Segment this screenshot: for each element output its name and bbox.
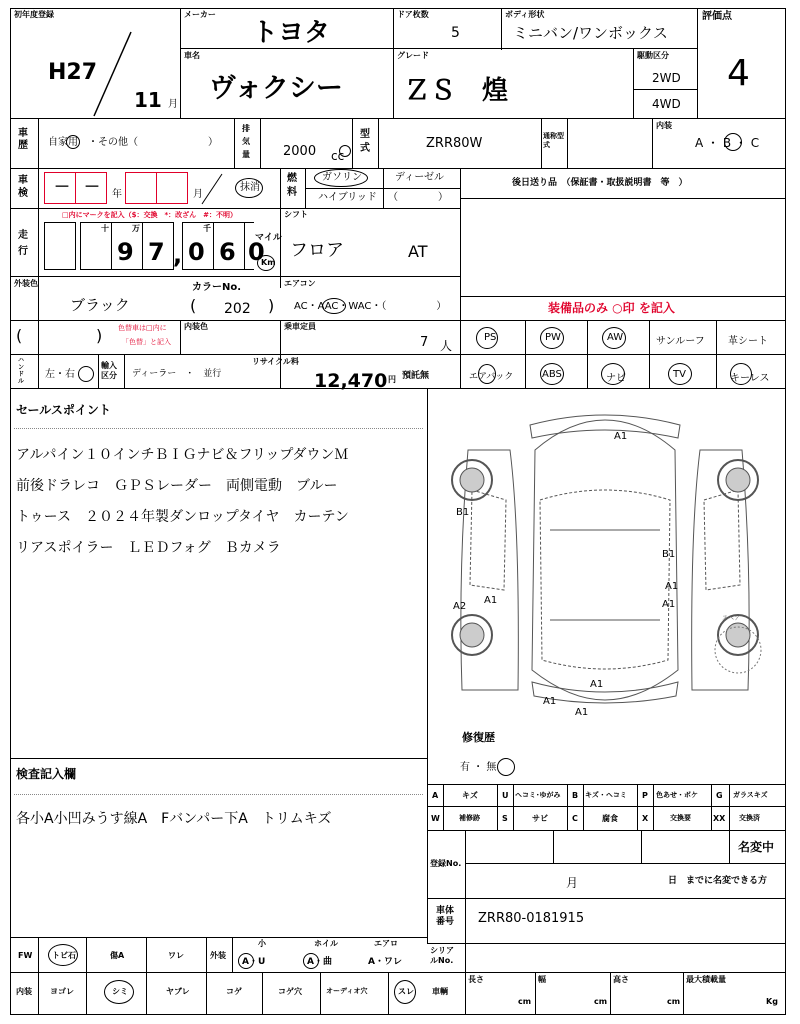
- legend-desc: ヘコミ･ゆがみ: [515, 791, 561, 799]
- divider: [513, 784, 514, 830]
- inspection-notes-text: 各小A小凹みうす線A Fバンパー下A トリムキズ: [16, 811, 332, 827]
- equip-navi: ナビ: [606, 373, 626, 384]
- doors-value: 5: [451, 25, 460, 41]
- legend-desc: 交換済: [739, 814, 760, 822]
- name-change-status: 名変中: [738, 840, 775, 854]
- legend-desc: 腐食: [602, 814, 618, 823]
- displacement-value: 2000: [283, 144, 317, 159]
- divider: [38, 118, 39, 388]
- history-label: 車歴: [18, 128, 28, 151]
- divider: [465, 863, 786, 864]
- height-label: 高さ: [613, 975, 629, 984]
- divider: [393, 8, 394, 118]
- int-item: コゲ: [226, 987, 242, 996]
- damage-mark: B1: [456, 507, 470, 518]
- divider: [388, 972, 389, 1015]
- recolor-close: ): [96, 326, 103, 345]
- inspection-expiry-label: 車検: [18, 175, 28, 199]
- inspect-month-box-1: [125, 172, 157, 204]
- mileage-note: □内にマークを記入（$：交換 *：改ざん #：不明）: [62, 211, 238, 219]
- body-type-label: ボディ形状: [505, 10, 545, 19]
- inspect-month-box-2: [156, 172, 188, 204]
- divider: [180, 48, 697, 49]
- spare-tire-icon: [712, 624, 764, 676]
- repair-value: 有 ・ 無: [460, 762, 497, 773]
- mileage-digit-value-5: 0: [248, 238, 265, 266]
- ac-circle: [322, 298, 346, 314]
- damage-mark: A1: [575, 707, 589, 718]
- divider: [567, 784, 568, 830]
- recolor-note-2: 「色替」と記入: [122, 338, 171, 346]
- equip-abs: ABS: [542, 369, 562, 380]
- legend-desc: サビ: [532, 814, 548, 823]
- int-item: シミ: [112, 987, 128, 996]
- divider: [497, 784, 498, 830]
- import-value: ディーラー ・ 並行: [132, 369, 222, 379]
- sales-point-line-1: アルパイン１０インチＢＩＧナビ＆フリップダウンＭ: [16, 447, 349, 463]
- ext-wheel-opts: A・曲: [307, 957, 332, 967]
- divider: [633, 89, 697, 90]
- repair-label: 修復歴: [462, 731, 495, 744]
- first-reg-era: H27: [48, 60, 98, 85]
- body-type-value: ミニバン/ワンボックス: [513, 24, 668, 42]
- legend-code: A: [432, 791, 439, 800]
- divider: [610, 972, 611, 1015]
- capacity-unit: 人: [440, 339, 453, 353]
- divider: [383, 168, 384, 208]
- handle-circle: [78, 366, 94, 382]
- color-no-close: ): [268, 296, 275, 315]
- recycle-unit: 円: [388, 375, 396, 384]
- divider: [653, 784, 654, 830]
- int-item: コゲ穴: [278, 987, 302, 996]
- drive-2wd: 2WD: [652, 71, 681, 85]
- shift-label: シフト: [284, 210, 308, 219]
- equip-sunroof: サンルーフ: [656, 336, 705, 347]
- ext-wheel-label: ホイル: [314, 939, 338, 948]
- damage-mark: A1: [614, 431, 628, 442]
- divider: [378, 118, 379, 168]
- inspect-year-dash-2: －: [84, 177, 101, 196]
- legend-code: S: [502, 814, 508, 823]
- first-reg-month: 11: [134, 88, 162, 112]
- color-no-label: カラーNo.: [192, 282, 242, 293]
- legend-desc: 交換要: [670, 814, 691, 822]
- capacity-value: 7: [420, 335, 429, 350]
- import-label: 輸入区分: [101, 361, 117, 380]
- shift-value: フロア: [290, 240, 344, 261]
- divider: [86, 937, 87, 1015]
- equip-leather: 革シート: [728, 336, 768, 347]
- divider: [683, 972, 684, 1015]
- maker-value: トヨタ: [252, 18, 331, 48]
- fw-item: トビ石: [52, 951, 76, 960]
- length-label: 長さ: [468, 975, 484, 984]
- maker-label: メーカー: [184, 10, 216, 19]
- ext-color-value: ブラック: [70, 296, 130, 314]
- expired-circle: [235, 178, 263, 198]
- damage-mark: A1: [665, 581, 679, 592]
- equip-navi-circle: [601, 363, 625, 385]
- divider: [553, 830, 554, 863]
- ac-label: エアコン: [284, 279, 316, 288]
- recycle-fee: 12,470: [314, 370, 388, 392]
- fuel-gasoline-circle: [314, 169, 368, 187]
- doors-label: ドア枚数: [397, 10, 429, 19]
- legend-desc: ガラスキズ: [733, 791, 768, 799]
- divider: [525, 320, 526, 388]
- divider: [10, 354, 786, 355]
- damage-mark: A1: [484, 595, 498, 606]
- divider: [260, 118, 261, 168]
- dims-label: 車輌: [432, 987, 448, 996]
- first-reg-slash: [86, 30, 136, 120]
- fw-label: FW: [18, 951, 33, 960]
- divider: [206, 937, 207, 972]
- mileage-unit-ten: 十: [101, 224, 109, 233]
- equip-aw-circle: [602, 327, 626, 349]
- divider: [98, 354, 99, 388]
- width-unit: cm: [594, 997, 608, 1006]
- divider: [501, 8, 502, 50]
- inspect-year-unit: 年: [112, 189, 122, 200]
- sales-point-line-3: トゥース ２０２４年製ダンロップタイヤ カーテン: [16, 509, 349, 525]
- divider: [10, 388, 786, 389]
- ext-wheel-circle: [303, 953, 319, 969]
- sales-point-line-4: リアスポイラー ＬＥＤフォグ Ｂカメラ: [16, 540, 281, 556]
- legend-code: U: [502, 791, 509, 800]
- fw-chip-circle: [48, 944, 78, 966]
- mileage-mark-box: [44, 222, 76, 270]
- ac-options: AC・AAC・WAC・（ ）: [294, 301, 447, 312]
- equip-ps: PS: [484, 332, 497, 343]
- legend-code: W: [431, 814, 440, 823]
- divider: [38, 937, 39, 1015]
- divider: [10, 937, 427, 938]
- damage-mark: A1: [662, 599, 676, 610]
- mileage-digit-value-3: 0: [188, 238, 205, 266]
- ext-small-label: 小: [258, 939, 266, 948]
- divider: [10, 276, 460, 277]
- fuel-hybrid: ハイブリッド: [318, 192, 377, 203]
- mileage-digit-value-1: 9: [117, 238, 134, 266]
- legend-code: G: [716, 791, 723, 800]
- divider: [10, 758, 427, 759]
- length-unit: cm: [518, 997, 532, 1006]
- divider: [427, 784, 786, 785]
- equip-keyless-circle: [730, 363, 752, 385]
- fw-item: 傷A: [110, 951, 125, 960]
- equip-airbag: エアバック: [469, 372, 514, 382]
- recycle-label: リサイクル料: [252, 357, 299, 366]
- divider: [460, 168, 461, 388]
- inspect-slash: [196, 172, 226, 206]
- width-label: 幅: [538, 975, 546, 984]
- divider: [460, 296, 786, 297]
- divider: [443, 784, 444, 830]
- divider: [729, 830, 730, 863]
- fw-item: ワレ: [168, 951, 184, 960]
- vin-label: 車体番号: [436, 906, 455, 927]
- color-no-open: (: [190, 296, 197, 315]
- sales-point-line-2: 前後ドラレコ ＧＰＳレーダー 両側電動 ブルー: [16, 478, 338, 494]
- legend-code: C: [572, 814, 578, 823]
- fuel-label: 燃料: [287, 173, 297, 198]
- drive-label: 駆動区分: [637, 51, 669, 60]
- ext-small-circle: [238, 953, 254, 969]
- transmission-value: AT: [408, 242, 428, 261]
- int-scuff-circle: [394, 980, 416, 1004]
- divider: [649, 320, 650, 388]
- color-no-value: 202: [224, 301, 251, 317]
- equip-pw-circle: [540, 327, 564, 349]
- divider: [280, 168, 281, 288]
- divider: [234, 118, 235, 168]
- load-unit: Kg: [766, 997, 778, 1006]
- equip-note: 装備品のみ ○印 を記入: [548, 301, 675, 315]
- cc-circle: [339, 145, 351, 157]
- legend-desc: キズ・ヘコミ: [585, 791, 627, 799]
- legend-desc: 補修跡: [459, 814, 480, 822]
- interior-label: 内装: [656, 121, 672, 130]
- model-label: 型式: [360, 129, 370, 154]
- capacity-label: 乗車定員: [284, 322, 316, 331]
- divider: [697, 8, 698, 118]
- divider: [146, 937, 147, 1015]
- mileage-km: Km: [261, 258, 276, 267]
- int-item: ヨゴレ: [50, 987, 74, 996]
- grade-label: グレード: [397, 51, 429, 60]
- km-circle: [257, 255, 275, 271]
- first-reg-label: 初年度登録: [14, 10, 54, 19]
- registration-label: 登録No.: [430, 859, 462, 868]
- divider: [460, 198, 786, 199]
- inspect-year-dash-1: －: [54, 177, 71, 196]
- divider: [427, 806, 786, 807]
- damage-mark: A1: [543, 696, 557, 707]
- int-stain-circle: [104, 980, 134, 1004]
- divider: [567, 118, 568, 168]
- divider: [427, 388, 428, 943]
- handle-label: ハンドル: [18, 357, 25, 385]
- fuel-diesel: ディーゼル: [395, 172, 444, 183]
- mileage-label: 走行: [18, 230, 28, 257]
- legend-code: P: [642, 791, 648, 800]
- equip-aw: AW: [607, 332, 624, 343]
- recycle-deposit: 預託無: [402, 371, 430, 381]
- divider: [641, 830, 642, 863]
- divider: [124, 354, 125, 388]
- divider: [583, 784, 584, 830]
- inspection-notes-title: 検査記入欄: [16, 767, 77, 781]
- fuel-other: （ ）: [388, 192, 448, 203]
- mileage-digit-value-4: 6: [219, 238, 236, 266]
- ext-color-label: 外装色: [14, 279, 38, 288]
- legend-desc: キズ: [462, 791, 478, 800]
- score-label: 評価点: [702, 11, 732, 22]
- legend-desc: 色あせ・ボケ: [656, 791, 698, 799]
- int-item: オーディオ穴: [326, 987, 368, 995]
- displacement-label: 排気量: [242, 124, 250, 159]
- divider: [280, 320, 281, 388]
- divider: [10, 972, 786, 973]
- divider: [352, 118, 353, 168]
- damage-mark: B1: [662, 549, 676, 560]
- equip-pw: PW: [545, 332, 561, 343]
- accessories-label: 後日送り品 （保証書・取扱説明書 等 ）: [512, 178, 688, 188]
- mileage-comma: ,: [173, 241, 183, 269]
- divider: [427, 830, 786, 831]
- first-reg-month-unit: 月: [168, 99, 178, 110]
- recolor-open: (: [16, 326, 23, 345]
- inspect-month-unit: 月: [193, 189, 203, 200]
- registration-deadline-note: 日 までに名変できる方: [668, 876, 768, 886]
- registration-month-unit: 月: [566, 876, 579, 890]
- damage-mark: A2: [453, 601, 467, 612]
- spare-label: スペア: [722, 615, 741, 622]
- divider: [320, 972, 321, 1015]
- int-item: ヤブレ: [166, 987, 190, 996]
- divider: [180, 8, 181, 118]
- divider: [716, 320, 717, 388]
- equip-abs-circle: [540, 363, 564, 385]
- int-item: スレ: [398, 987, 414, 996]
- equip-keyless: キーレス: [730, 373, 770, 384]
- inspect-expired: 抹消: [240, 182, 260, 193]
- sales-points-title: セールスポイント: [16, 403, 111, 417]
- divider: [262, 972, 263, 1015]
- load-label: 最大積載量: [686, 975, 726, 984]
- car-name-label: 車名: [184, 51, 200, 60]
- legend-code: XX: [713, 814, 726, 823]
- mileage-mile: マイル: [255, 233, 282, 243]
- divider: [729, 784, 730, 830]
- history-value: 自家用 ・その他（ ）: [48, 137, 218, 148]
- history-circle: [66, 135, 80, 149]
- fuel-gasoline: ガソリン: [322, 172, 362, 183]
- divider: [535, 972, 536, 1015]
- equip-tv-circle: [668, 363, 692, 385]
- serial-label: シリアルNo.: [430, 946, 454, 965]
- recolor-note-1: 色替車は□内に: [118, 324, 167, 332]
- height-unit: cm: [667, 997, 681, 1006]
- ext-aero-label: エアロ: [374, 939, 398, 948]
- ext-label: 外装: [210, 951, 226, 960]
- int-color-label: 内装色: [184, 322, 208, 331]
- interior-grade-circle: [724, 133, 742, 151]
- divider: [465, 943, 466, 1015]
- divider: [14, 794, 423, 795]
- divider: [232, 937, 233, 972]
- divider: [541, 118, 542, 168]
- divider: [10, 168, 786, 169]
- divider: [180, 320, 181, 354]
- score-value: 4: [727, 53, 750, 94]
- ext-aero-opts: A・ワレ: [368, 957, 402, 967]
- divider: [711, 784, 712, 830]
- divider: [10, 208, 460, 209]
- mileage-unit-sen: 千: [203, 224, 211, 233]
- divider: [652, 118, 653, 168]
- divider: [427, 898, 786, 899]
- damage-mark: A1: [590, 679, 604, 690]
- divider: [14, 428, 423, 429]
- int-label: 内装: [16, 987, 32, 996]
- divider: [465, 830, 466, 943]
- divider: [587, 320, 588, 388]
- mileage-digit-value-2: 7: [148, 238, 165, 266]
- equip-airbag-circle: [478, 364, 496, 384]
- divider: [427, 943, 786, 944]
- divider: [637, 784, 638, 830]
- car-diagram: [440, 410, 770, 730]
- vin-value: ZRR80-0181915: [478, 911, 585, 926]
- displacement-unit: cc: [331, 149, 345, 163]
- interior-grades: A ・ B ・ C: [695, 136, 760, 150]
- equip-tv: TV: [673, 369, 686, 380]
- divider: [10, 320, 786, 321]
- legend-code: X: [642, 814, 649, 823]
- drive-4wd: 4WD: [652, 97, 681, 111]
- repair-none-circle: [497, 758, 515, 776]
- legend-code: B: [572, 791, 579, 800]
- mileage-unit-man: 万: [132, 224, 140, 233]
- car-name-value: ヴォクシー: [209, 73, 343, 104]
- common-model-label: 通称型式: [543, 132, 564, 149]
- handle-value: 左・右: [45, 369, 75, 380]
- ext-small-opts: A・U: [242, 957, 266, 967]
- equip-ps-circle: [476, 327, 498, 349]
- grade-value: ＺＳ 煌: [404, 76, 509, 106]
- model-value: ZRR80W: [426, 136, 483, 151]
- divider: [633, 48, 634, 118]
- divider: [206, 972, 207, 1015]
